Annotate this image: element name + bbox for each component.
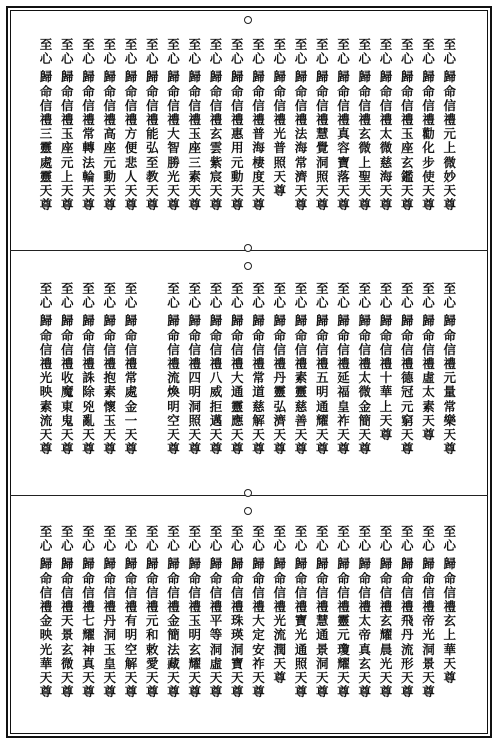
text-column bbox=[355, 525, 375, 725]
text-column bbox=[36, 525, 56, 725]
column-body: 歸 命 信 禮 飛 丹 流 形 天 尊 bbox=[400, 556, 414, 700]
column-body: 歸 命 信 禮 三 靈 處 靈 天 尊 bbox=[39, 69, 53, 213]
text-column bbox=[397, 282, 417, 482]
binding-hole-middle-lower bbox=[244, 262, 252, 270]
text-column bbox=[419, 282, 439, 482]
text-column bbox=[227, 282, 247, 482]
column-heading: 至 心 bbox=[39, 281, 53, 311]
text-column bbox=[100, 525, 120, 725]
column-body: 歸 命 信 禮 有 明 空 解 天 尊 bbox=[124, 556, 138, 700]
column-heading: 至 心 bbox=[400, 37, 414, 67]
column-heading: 至 心 bbox=[337, 281, 350, 311]
text-column bbox=[419, 525, 439, 725]
text-column bbox=[164, 38, 184, 238]
column-body: 歸 命 信 禮 光 流 潤 天 尊 bbox=[273, 556, 286, 686]
column-heading: 至 心 bbox=[188, 37, 201, 67]
column-heading: 至 心 bbox=[145, 37, 159, 67]
text-column bbox=[79, 525, 99, 725]
column-heading: 至 心 bbox=[124, 37, 138, 67]
text-column bbox=[36, 282, 56, 482]
text-column bbox=[57, 282, 77, 482]
text-column bbox=[249, 525, 269, 725]
column-heading: 至 心 bbox=[422, 524, 435, 554]
column-body: 歸 命 信 禮 平 等 洞 虛 天 尊 bbox=[209, 556, 223, 700]
column-body: 歸 命 信 禮 玉 明 玄 耀 天 尊 bbox=[188, 556, 201, 700]
text-column bbox=[440, 525, 460, 725]
column-body: 歸 命 信 禮 帝 光 洞 景 天 尊 bbox=[422, 556, 435, 700]
column-heading: 至 心 bbox=[443, 281, 456, 311]
column-body: 歸 命 信 禮 太 帝 真 玄 天 尊 bbox=[358, 556, 371, 700]
text-column bbox=[270, 282, 290, 482]
column-heading: 至 心 bbox=[230, 524, 244, 554]
text-column bbox=[79, 282, 99, 482]
column-heading: 至 心 bbox=[337, 37, 350, 67]
column-heading: 至 心 bbox=[39, 37, 53, 67]
column-heading: 至 心 bbox=[60, 281, 74, 311]
column-heading: 至 心 bbox=[400, 524, 414, 554]
column-body: 歸 命 信 禮 誅 除 兇 亂 天 尊 bbox=[82, 313, 95, 457]
column-body: 歸 命 信 禮 五 明 通 耀 天 尊 bbox=[315, 313, 329, 457]
column-body: 歸 命 信 禮 玉 座 元 上 天 尊 bbox=[60, 69, 74, 213]
column-body: 歸 命 信 禮 大 智 勝 光 天 尊 bbox=[167, 69, 180, 213]
text-column bbox=[440, 282, 460, 482]
text-column bbox=[249, 38, 269, 238]
text-column bbox=[312, 38, 332, 238]
text-panel-bottom bbox=[36, 525, 460, 725]
text-column bbox=[206, 525, 226, 725]
column-body: 歸 命 信 禮 大 定 安 祚 天 尊 bbox=[252, 556, 265, 700]
text-column bbox=[355, 38, 375, 238]
column-body: 歸 命 信 禮 金 映 光 華 天 尊 bbox=[39, 556, 53, 700]
column-body: 歸 命 信 禮 德 冠 元 窮 天 尊 bbox=[400, 313, 414, 457]
column-body: 歸 命 信 禮 元 和 敕 愛 天 尊 bbox=[145, 556, 159, 700]
text-column bbox=[334, 38, 354, 238]
column-body: 歸 命 信 禮 流 煥 明 空 天 尊 bbox=[167, 313, 180, 457]
column-body: 歸 命 信 禮 元 量 常 樂 天 尊 bbox=[443, 313, 456, 457]
column-heading: 至 心 bbox=[273, 37, 286, 67]
column-heading: 至 心 bbox=[145, 524, 159, 554]
text-column bbox=[227, 525, 247, 725]
column-heading: 至 心 bbox=[60, 37, 74, 67]
column-body: 歸 命 信 禮 七 耀 神 真 天 尊 bbox=[82, 556, 95, 700]
text-column bbox=[312, 525, 332, 725]
column-heading: 至 心 bbox=[39, 524, 53, 554]
column-body: 歸 命 信 禮 方 便 悲 人 天 尊 bbox=[124, 69, 138, 213]
column-heading: 至 心 bbox=[273, 524, 286, 554]
column-body: 歸 命 信 禮 靈 元 瓊 耀 天 尊 bbox=[337, 556, 350, 700]
column-body: 歸 命 信 禮 元 上 微 妙 天 尊 bbox=[443, 69, 456, 213]
text-column bbox=[355, 282, 375, 482]
text-column bbox=[312, 282, 332, 482]
text-column bbox=[57, 525, 77, 725]
column-heading: 至 心 bbox=[188, 524, 201, 554]
column-body: 歸 命 信 禮 玉 座 玄 鑑 天 尊 bbox=[400, 69, 414, 213]
text-column bbox=[397, 525, 417, 725]
column-heading: 至 心 bbox=[82, 524, 95, 554]
column-heading: 至 心 bbox=[82, 37, 95, 67]
column-body: 歸 命 信 禮 高 座 元 動 天 尊 bbox=[103, 69, 116, 213]
column-group bbox=[36, 525, 460, 725]
text-column bbox=[185, 525, 205, 725]
text-column bbox=[121, 525, 141, 725]
binding-hole-bottom-lower bbox=[244, 507, 252, 515]
column-heading: 至 心 bbox=[379, 37, 393, 67]
text-column bbox=[270, 525, 290, 725]
column-group bbox=[36, 282, 460, 482]
column-heading: 至 心 bbox=[103, 37, 116, 67]
column-heading: 至 心 bbox=[315, 524, 329, 554]
column-heading: 至 心 bbox=[103, 524, 116, 554]
text-column bbox=[142, 38, 162, 238]
column-body: 歸 命 信 禮 收 魔 東 鬼 天 尊 bbox=[60, 313, 74, 457]
column-body: 歸 命 信 禮 丹 靈 弘 濟 天 尊 bbox=[273, 313, 286, 457]
column-heading: 至 心 bbox=[124, 281, 138, 311]
column-body: 歸 命 信 禮 慧 通 景 洞 天 尊 bbox=[315, 556, 329, 700]
column-heading: 至 心 bbox=[358, 37, 371, 67]
column-body: 歸 命 信 禮 真 容 寶 落 天 尊 bbox=[337, 69, 350, 213]
column-heading: 至 心 bbox=[230, 37, 244, 67]
text-panel-middle bbox=[36, 282, 460, 482]
column-heading: 至 心 bbox=[337, 524, 350, 554]
column-body: 歸 命 信 禮 光 普 照 天 尊 bbox=[273, 69, 286, 199]
column-heading: 至 心 bbox=[60, 524, 74, 554]
column-body: 歸 命 信 禮 素 靈 慈 善 天 尊 bbox=[294, 313, 308, 457]
column-body: 歸 命 信 禮 虛 太 素 天 尊 bbox=[422, 313, 435, 443]
column-heading: 至 心 bbox=[294, 524, 308, 554]
column-heading: 至 心 bbox=[358, 524, 371, 554]
text-column bbox=[36, 38, 56, 238]
column-body: 歸 命 信 禮 光 映 素 流 天 尊 bbox=[39, 313, 53, 457]
column-body: 歸 命 信 禮 太 微 金 簡 天 尊 bbox=[358, 313, 371, 457]
text-column bbox=[121, 38, 141, 238]
column-heading: 至 心 bbox=[379, 524, 393, 554]
text-panel-top bbox=[36, 38, 460, 238]
column-heading: 至 心 bbox=[379, 281, 393, 311]
binding-hole-middle-upper bbox=[244, 244, 252, 252]
column-heading: 至 心 bbox=[167, 37, 180, 67]
column-body: 歸 命 信 禮 能 弘 至 教 天 尊 bbox=[145, 69, 159, 213]
text-column bbox=[79, 38, 99, 238]
column-heading: 至 心 bbox=[400, 281, 414, 311]
column-body: 歸 命 信 禮 延 福 皇 祚 天 尊 bbox=[337, 313, 350, 457]
column-heading: 至 心 bbox=[252, 37, 265, 67]
text-column bbox=[249, 282, 269, 482]
binding-hole-top bbox=[244, 16, 252, 24]
column-body: 歸 命 信 禮 丹 洞 玉 皇 天 尊 bbox=[103, 556, 116, 700]
text-column bbox=[206, 282, 226, 482]
column-body: 歸 命 信 禮 金 簡 法 藏 天 尊 bbox=[167, 556, 180, 700]
column-body: 歸 命 信 禮 普 海 棲 度 天 尊 bbox=[252, 69, 265, 213]
text-column bbox=[291, 38, 311, 238]
text-column bbox=[164, 282, 184, 482]
column-body: 歸 命 信 禮 玄 耀 晨 光 天 尊 bbox=[379, 556, 393, 700]
column-heading: 至 心 bbox=[167, 281, 180, 311]
column-heading: 至 心 bbox=[358, 281, 371, 311]
text-column bbox=[121, 282, 141, 482]
column-group bbox=[36, 38, 460, 238]
column-heading: 至 心 bbox=[209, 524, 223, 554]
column-body: 歸 命 信 禮 常 處 金 一 天 尊 bbox=[124, 313, 138, 457]
column-body: 歸 命 信 禮 十 華 上 天 尊 bbox=[379, 313, 393, 443]
column-heading: 至 心 bbox=[273, 281, 286, 311]
text-column bbox=[185, 282, 205, 482]
text-column bbox=[291, 525, 311, 725]
column-heading: 至 心 bbox=[315, 37, 329, 67]
text-column bbox=[270, 38, 290, 238]
text-column bbox=[185, 38, 205, 238]
text-column bbox=[206, 38, 226, 238]
column-body: 歸 命 信 禮 玄 雲 紫 宸 天 尊 bbox=[209, 69, 223, 213]
column-body: 歸 命 信 禮 太 微 慈 海 天 尊 bbox=[379, 69, 393, 213]
text-column bbox=[100, 38, 120, 238]
column-body: 歸 命 信 禮 寶 光 通 照 天 尊 bbox=[294, 556, 308, 700]
column-heading: 至 心 bbox=[230, 281, 244, 311]
column-body: 歸 命 信 禮 八 威 拒 邁 天 尊 bbox=[209, 313, 223, 457]
text-column bbox=[291, 282, 311, 482]
column-body: 歸 命 信 禮 四 明 洞 照 天 尊 bbox=[188, 313, 201, 457]
column-heading: 至 心 bbox=[422, 281, 435, 311]
column-heading: 至 心 bbox=[315, 281, 329, 311]
text-column bbox=[440, 38, 460, 238]
column-body: 歸 命 信 禮 常 道 慈 解 天 尊 bbox=[252, 313, 265, 457]
column-body: 歸 命 信 禮 天 景 玄 微 天 尊 bbox=[60, 556, 74, 700]
column-heading: 至 心 bbox=[443, 37, 456, 67]
column-heading: 至 心 bbox=[188, 281, 201, 311]
column-heading: 至 心 bbox=[209, 37, 223, 67]
text-column bbox=[397, 38, 417, 238]
text-column bbox=[376, 525, 396, 725]
column-body: 歸 命 信 禮 抱 素 懷 玉 天 尊 bbox=[103, 313, 116, 457]
column-heading: 至 心 bbox=[443, 524, 456, 554]
column-heading: 至 心 bbox=[124, 524, 138, 554]
column-body: 歸 命 信 禮 常 轉 法 輪 天 尊 bbox=[82, 69, 95, 213]
column-body: 歸 命 信 禮 玉 座 三 素 天 尊 bbox=[188, 69, 201, 213]
text-column bbox=[227, 38, 247, 238]
text-column bbox=[334, 525, 354, 725]
column-body: 歸 命 信 禮 玄 上 華 天 尊 bbox=[443, 556, 456, 686]
text-column bbox=[419, 38, 439, 238]
text-column bbox=[57, 38, 77, 238]
text-column bbox=[164, 525, 184, 725]
text-column bbox=[142, 525, 162, 725]
column-heading: 至 心 bbox=[294, 37, 308, 67]
column-heading: 至 心 bbox=[422, 37, 435, 67]
column-body: 歸 命 信 禮 珠 瑛 洞 寶 天 尊 bbox=[230, 556, 244, 700]
column-heading: 至 心 bbox=[167, 524, 180, 554]
column-body: 歸 命 信 禮 惠 用 元 動 天 尊 bbox=[230, 69, 244, 213]
column-body: 歸 命 信 禮 慧 覺 洞 照 天 尊 bbox=[315, 69, 329, 213]
column-body: 歸 命 信 禮 勸 化 步 使 天 尊 bbox=[422, 69, 435, 213]
text-column bbox=[376, 282, 396, 482]
column-body: 歸 命 信 禮 玄 微 上 聖 天 尊 bbox=[358, 69, 371, 213]
text-column bbox=[376, 38, 396, 238]
column-heading: 至 心 bbox=[209, 281, 223, 311]
column-heading: 至 心 bbox=[294, 281, 308, 311]
column-heading: 至 心 bbox=[252, 281, 265, 311]
column-body: 歸 命 信 禮 大 通 靈 應 天 尊 bbox=[230, 313, 244, 457]
text-column bbox=[334, 282, 354, 482]
text-column bbox=[142, 282, 162, 482]
column-heading: 至 心 bbox=[82, 281, 95, 311]
column-heading: 至 心 bbox=[103, 281, 116, 311]
text-column bbox=[100, 282, 120, 482]
column-body: 歸 命 信 禮 法 海 常 濟 天 尊 bbox=[294, 69, 308, 213]
column-heading: 至 心 bbox=[252, 524, 265, 554]
binding-hole-bottom-upper bbox=[244, 489, 252, 497]
